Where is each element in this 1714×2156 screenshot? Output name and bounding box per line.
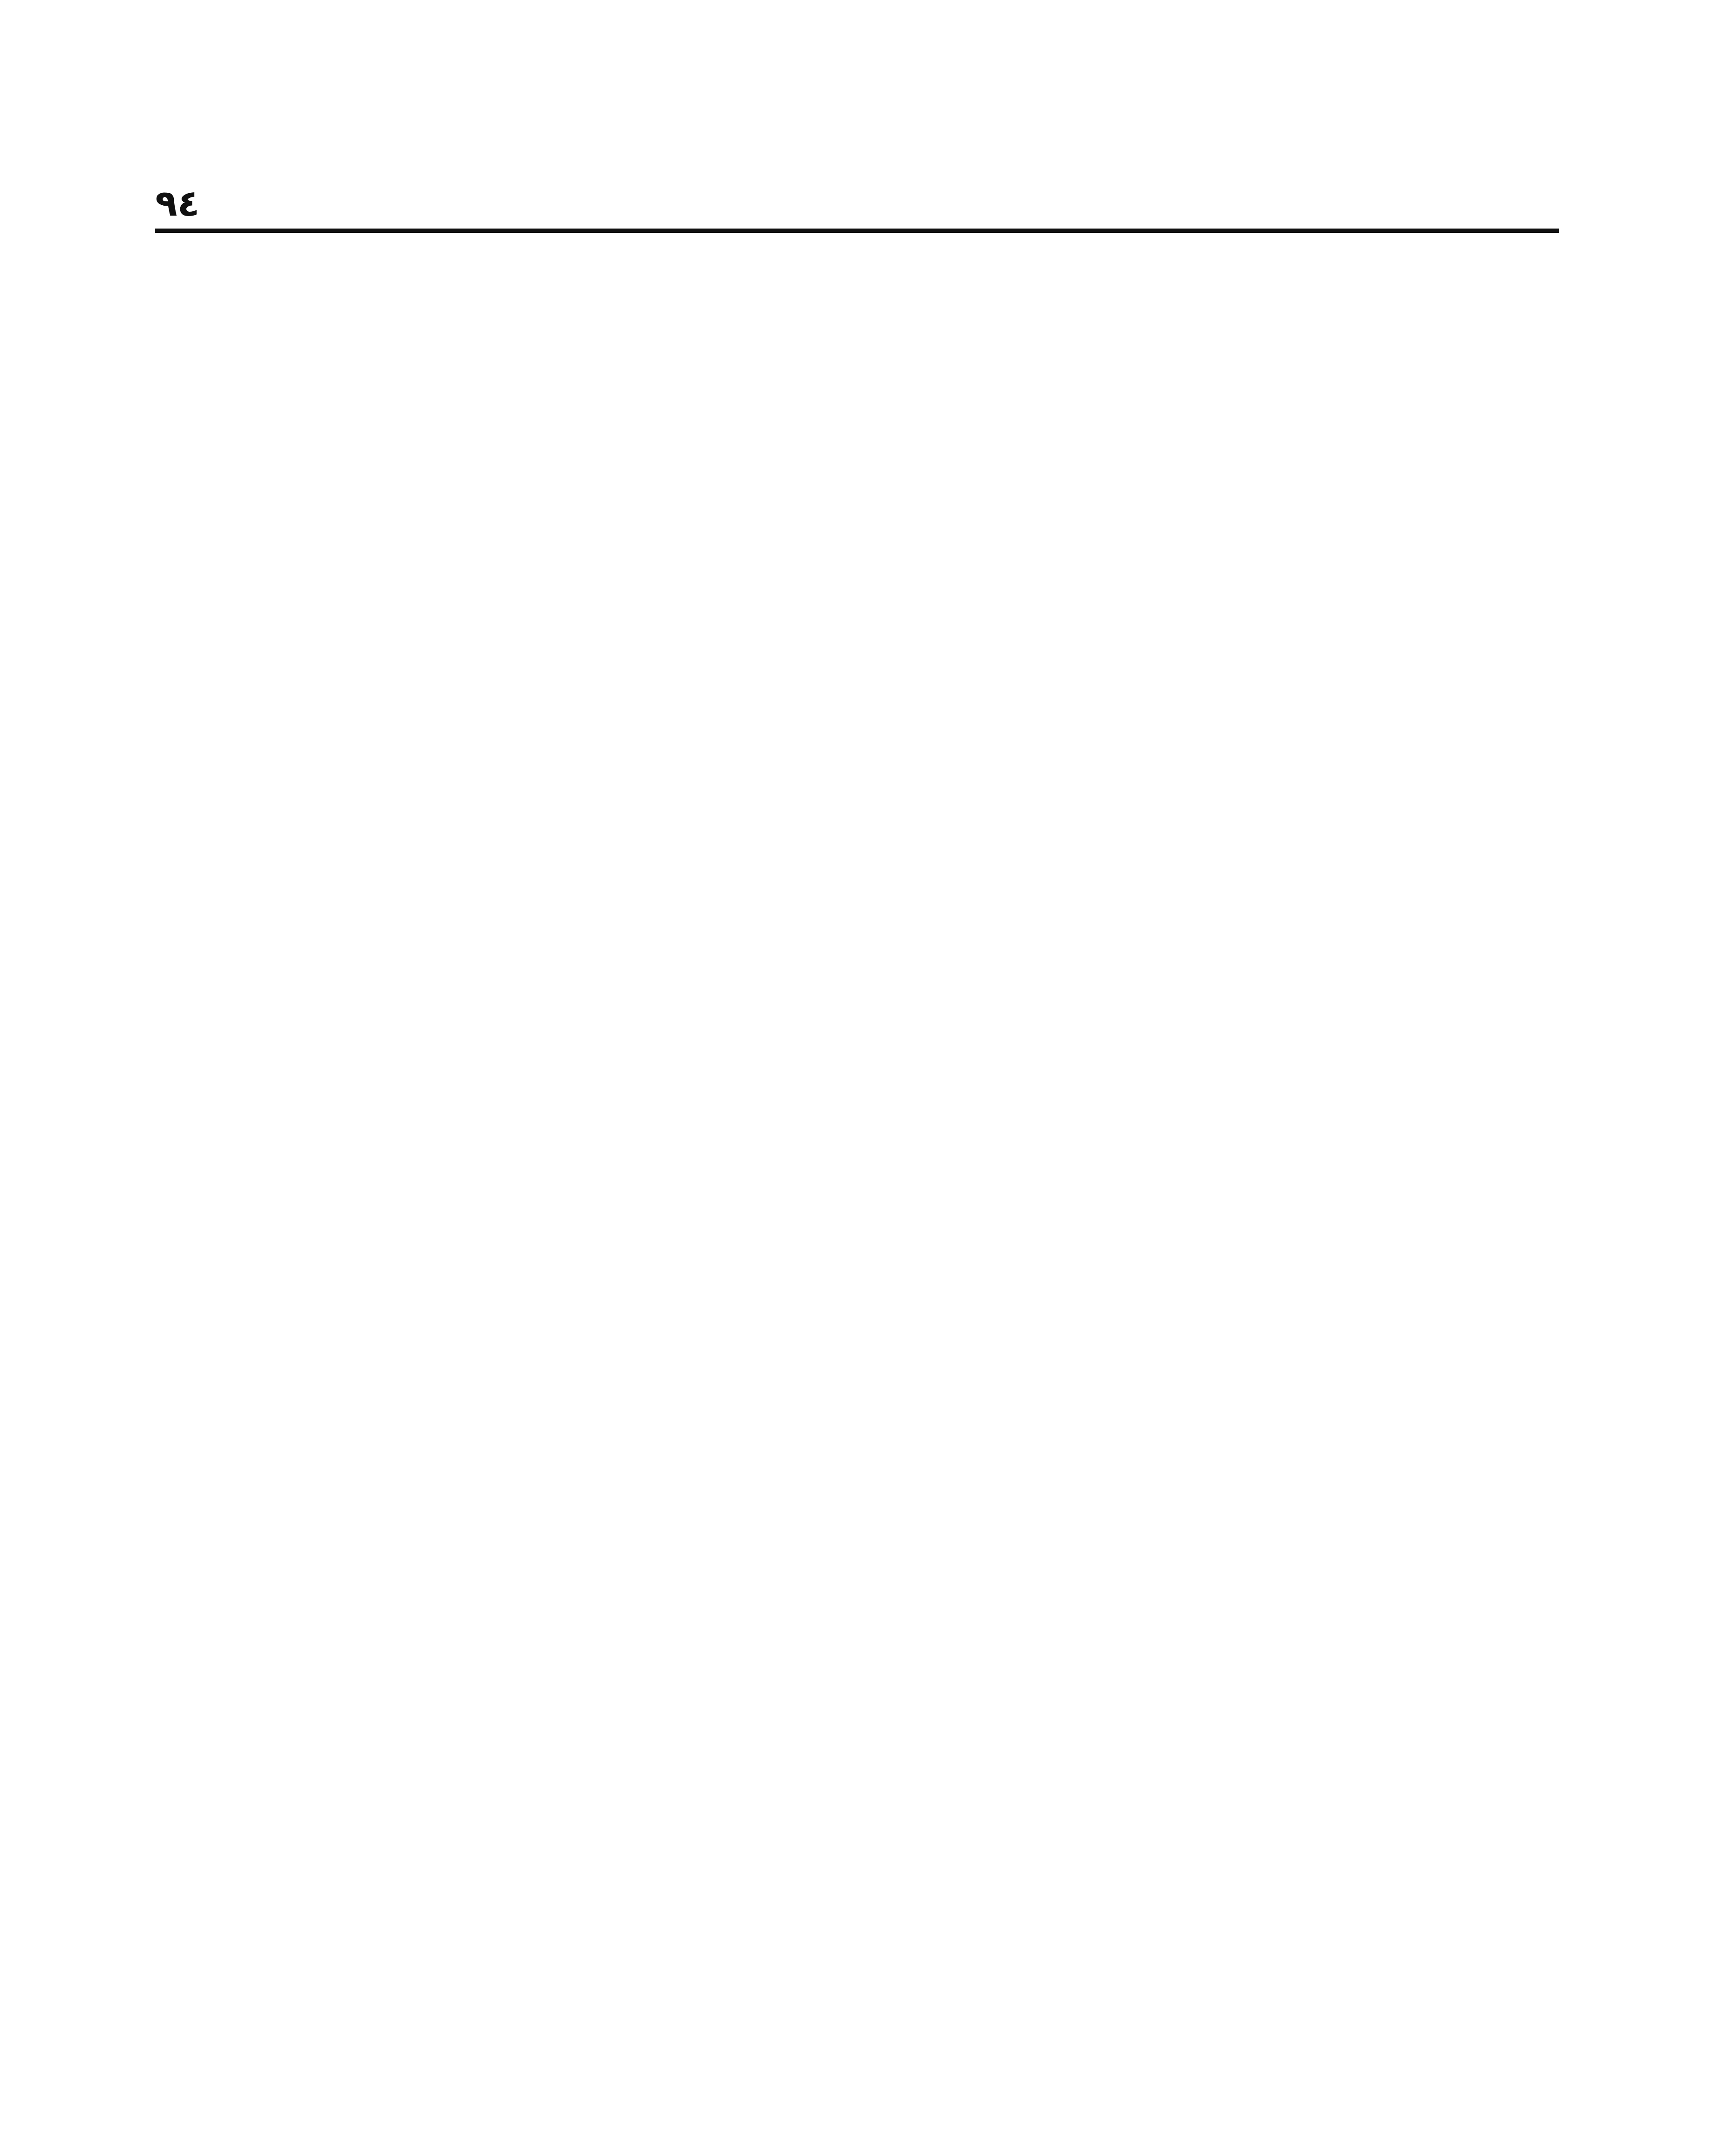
verse-4-second-hemistich [155, 313, 815, 314]
verse-1-second-hemistich [155, 272, 815, 273]
verse-1-first-hemistich [899, 272, 1559, 273]
paragraph-6 [155, 327, 1559, 328]
verse-line-1 [155, 272, 1559, 273]
paragraph-5 [155, 318, 1559, 319]
main-text [155, 263, 1559, 336]
running-header [155, 142, 1559, 224]
verse-line-4 [155, 313, 1559, 314]
header-rule [155, 229, 1559, 233]
page-number: ٩٤ [155, 182, 200, 224]
verse-4-first-hemistich [899, 313, 1559, 314]
